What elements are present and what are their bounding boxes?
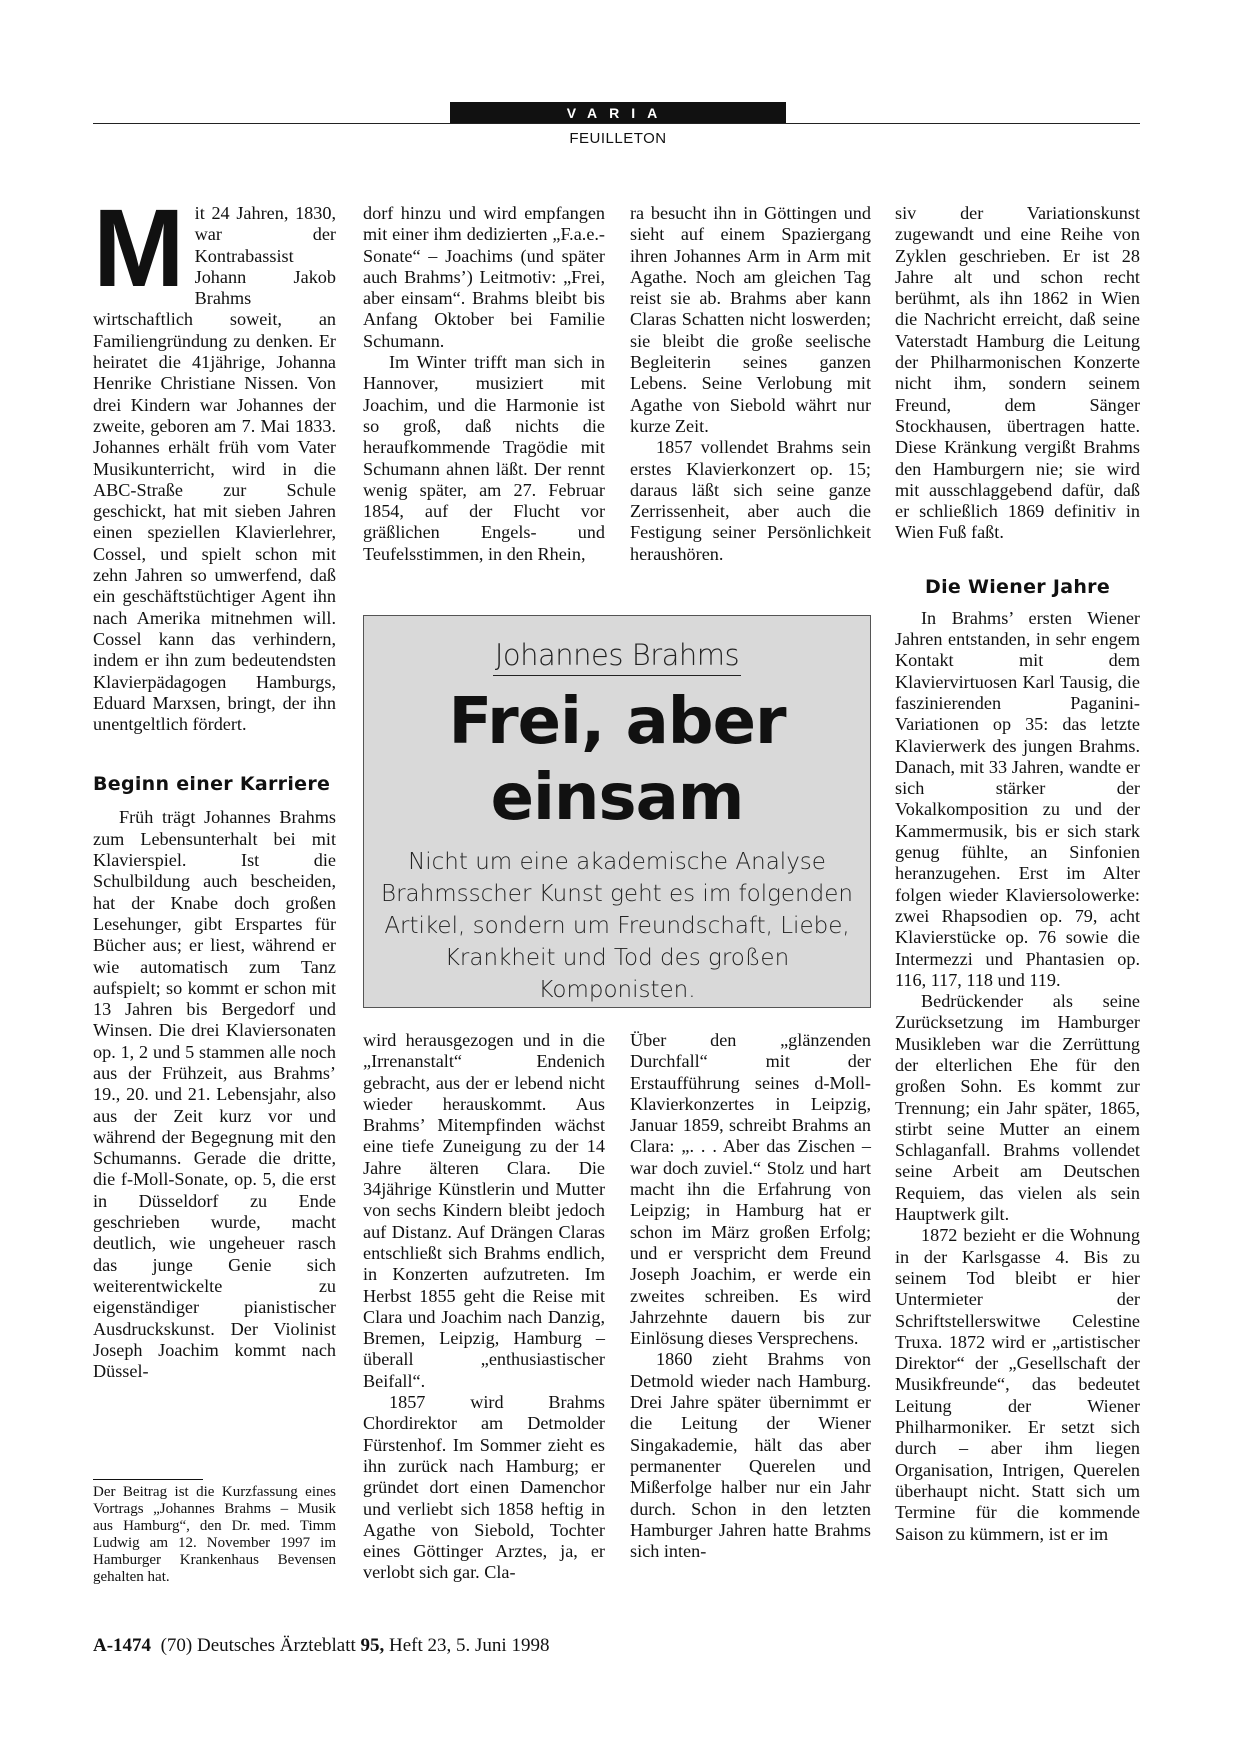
volume-number: 95, xyxy=(360,1635,385,1656)
title-box xyxy=(363,615,871,1008)
paragraph: Über den „glänzenden Durchfall“ mit der Erstaufführung seines d-Moll-Klavierkonzertes in Leipzig, Januar 1859, schreibt Brahms an Clara: „. . . Aber das Zischen – war doch zuviel.“ Stolz und hart macht ihn die Erfahrung von Leipzig; in Hamburg hat er schon im März großen Erfolg; und er verspricht dem Freund Joseph Joachim, er werde ein zweites schreiben. Es wird Jahrzehnte dauern bis zur Einlösung dieses Versprechens. xyxy=(630,1030,871,1349)
paragraph: In Brahms’ ersten Wiener Jahren entstanden, in sehr engem Kontakt mit dem Klaviervirtuosen Karl Tausig, die faszinierenden Paganini-Variationen op 35: das letzte Klavierwerk des jungen Brahms. Danach, mit 33 Jahren, wandte er sich stärker der Vokalkomposition zu und der Kammermusik, bis er sich stark genug fühlte, an Sinfonien heranzugehen. Erst im Alter folgen wieder Klaviersolowerke: zwei Rhapsodien op. 79, acht Klavierstücke op. 76 sowie die Intermezzi und Phantasien op. 116, 117, 118 und 119. xyxy=(895,607,1140,990)
paragraph: 1872 bezieht er die Wohnung in der Karlsgasse 4. Bis zu seinem Tod bleibt er hier Untermieter der Schriftstellerswitwe Celestine Truxa. 1872 wird er „artistischer Direktor“ der „Gesellschaft der Musikfreunde“, das bedeutet Leitung der Wiener Philharmoniker. Er setzt sich durch – aber ihm liegen Organisation, Intrigen, Querelen überhaupt nicht. Statt sich um Termine für die kommende Saison zu kümmern, ist er im xyxy=(895,1225,1140,1544)
column-4 xyxy=(895,203,1140,1545)
page-footer xyxy=(93,1635,549,1657)
column-1 xyxy=(93,187,336,1382)
article-title xyxy=(364,684,870,836)
paragraph: 1857 vollendet Brahms sein erstes Klavierkonzert op. 15; daraus läßt sich seine ganze Zerrissenheit, aber auch die Festigung seiner Persönlichkeit heraushören. xyxy=(630,437,871,564)
article-subtitle: Nicht um eine akademische Analyse Brahmsscher Kunst geht es im folgenden Artikel, sondern um Freundschaft, Liebe, Krankheit und Tod des großen Komponisten. xyxy=(381,849,853,1003)
section-heading-karriere: Beginn einer Karriere xyxy=(93,773,331,796)
title-line-2: einsam xyxy=(490,761,744,835)
opening-paragraph xyxy=(93,187,336,735)
paragraph: 1857 wird Brahms Chordirektor am Detmolder Fürstenhof. Im Sommer zieht es ihn zurück nach Hamburg; er gründet dort einen Damenchor und verliebt sich 1858 heftig in Agathe von Siebold, Tochter eines Göttinger Arztes, ja, er verlobt sich gar. Cla- xyxy=(363,1392,605,1583)
paragraph: Bedrückender als seine Zurücksetzung im Hamburger Musikleben war die Zerrüttung der elterlichen Ehe für den großen Sohn. Es kommt zur Trennung; ein Jahr später, 1865, stirbt seine Mutter an einem Schlaganfall. Brahms vollendet seine Arbeit am Deutschen Requiem, das vielen als sein Hauptwerk gilt. xyxy=(895,991,1140,1225)
paragraph: Im Winter trifft man sich in Hannover, musiziert mit Joachim, und die Harmonie ist so groß, daß nichts die heraufkommende Tragödie mit Schumann ahnen läßt. Der rennt wenig später, am 27. Februar 1854, auf der Flucht vor gräßlichen Engels- und Teufelsstimmen, in den Rhein, xyxy=(363,352,605,564)
header-rule xyxy=(93,123,1140,124)
footnote xyxy=(93,1479,336,1586)
page-code: A-1474 xyxy=(93,1635,152,1656)
opening-text: it 24 Jahren, 1830, war der Kontrabassist Johann Jakob Brahms wirtschaftlich soweit, an Familiengründung zu denken. Er heiratet die 41jährige, Johanna Henrike Christiane Nissen. Von drei Kindern war Johannes der zweite, geboren am 7. Mai 1833. Johannes erhält früh vom Vater Musikunterricht, wird in die ABC-Straße zur Schule geschickt, hat mit sieben Jahren einen speziellen Klavierlehrer, Cossel, und spielt schon mit zehn Jahren so umwerfend, daß ein geschäftstüchtiger Agent ihn nach Amerika mitnehmen will. Cossel kann das verhindern, indem er ihn zum bedeutendsten Klavierpädagogen Hamburgs, Eduard Marxsen, bringt, der ihn unentgeltlich fördert. xyxy=(93,203,336,735)
paragraph: wird herausgezogen und in die „Irrenanstalt“ Endenich gebracht, aus der er lebend nicht wieder herauskommt. Aus Brahms’ Mitempfinden wächst eine tiefe Zuneigung zu der 14 Jahre älteren Clara. Die 34jährige Künstlerin und Mutter von sechs Kindern bleibt jedoch auf Distanz. Auf Drängen Claras entschließt sich Brahms endlich, in Konzerten aufzutreten. Im Herbst 1855 geht die Reise mit Clara und Joachim nach Danzig, Bremen, Leipzig, Hamburg – überall „enthusiastischer Beifall“. xyxy=(363,1030,605,1391)
title-line-1: Frei, aber xyxy=(448,685,786,759)
column-3-bottom xyxy=(630,1030,871,1562)
column-2-top xyxy=(363,203,605,565)
column-3-top xyxy=(630,203,871,565)
paragraph: siv der Variationskunst zugewandt und eine Reihe von Zyklen geschrieben. Er ist 28 Jahre alt und schon recht berühmt, als ihn 1862 in Wien die Nachricht erreicht, daß seine Vaterstadt Hamburg die Leitung der Philharmonischen Konzerte nicht ihm, sondern seinem Freund, dem Sänger Stockhausen, übertragen hatte. Diese Kränkung vergißt Brahms den Hamburgern nie; sie wird mit ausschlaggebend dafür, daß er schließlich 1869 definitiv in Wien Fuß faßt. xyxy=(895,203,1140,543)
paragraph: dorf hinzu und wird empfangen mit einer ihm dedizierten „F.a.e.-Sonate“ – Joachims (und später auch Brahms’) Leitmotiv: „Frei, aber einsam“. Brahms bleibt bis Anfang Oktober bei Familie Schumann. xyxy=(363,203,605,351)
paragraph: ra besucht ihn in Göttingen und sieht auf einem Spaziergang ihren Johannes Arm in Arm mit Agathe. Noch am gleichen Tag reist sie ab. Brahms aber kann Claras Schatten nicht loswerden; sie bleibt die große seelische Begleiterin seines ganzen Lebens. Seine Verlobung mit Agathe von Siebold währt nur kurze Zeit. xyxy=(630,203,871,436)
journal-name: Deutsches Ärzteblatt xyxy=(196,1635,356,1656)
article-kicker: Johannes Brahms xyxy=(493,638,741,676)
issue-date: Heft 23, 5. Juni 1998 xyxy=(389,1635,550,1656)
footnote-rule xyxy=(93,1479,203,1480)
paragraph: Früh trägt Johannes Brahms zum Lebensunterhalt bei mit Klavierspiel. Ist die Schulbildung auch bescheiden, hat der Knabe doch großen Lesehunger, gibt Erspartes für Bücher aus; er liest, während er wie automatisch zum Tanz aufspielt; so kommt er schon mit 13 Jahren bis Bergedorf und Winsen. Die drei Klaviersonaten op. 1, 2 und 5 stammen alle noch aus der Frühzeit, aus Brahms’ 19., 20. und 21. Lebensjahr, also aus der Zeit kurz vor und während der Begegnung mit den Schumanns. Gerade die dritte, die f-Moll-Sonate, op. 5, die erst in Düsseldorf zu Ende geschrieben wurde, macht deutlich, wie ungeheuer rasch das junge Genie sich weiterentwickelte zu eigenständiger pianistischer Ausdruckskunst. Der Violinist Joseph Joachim kommt nach Düssel- xyxy=(93,807,336,1382)
section-label: VARIA xyxy=(450,102,786,123)
drop-cap: M xyxy=(93,187,185,310)
page-number: (70) xyxy=(160,1635,193,1656)
footnote-text: Der Beitrag ist die Kurzfassung eines Vortrags „Johannes Brahms – Musik aus Hamburg“, den Dr. med. Timm Ludwig am 12. November 1997 im Hamburger Krankenhaus Bevensen gehalten hat. xyxy=(93,1484,336,1585)
section-heading-wiener-jahre: Die Wiener Jahre xyxy=(925,575,1111,598)
paragraph: 1860 zieht Brahms von Detmold wieder nach Hamburg. Drei Jahre später übernimmt er die Leitung der Wiener Singakademie, hält das aber permanenter Querelen und Mißerfolge halber nur ein Jahr durch. Schon in den letzten Hamburger Jahren hatte Brahms sich inten- xyxy=(630,1349,871,1562)
column-2-bottom xyxy=(363,1030,605,1584)
subsection-label: FEUILLETON xyxy=(569,130,667,147)
